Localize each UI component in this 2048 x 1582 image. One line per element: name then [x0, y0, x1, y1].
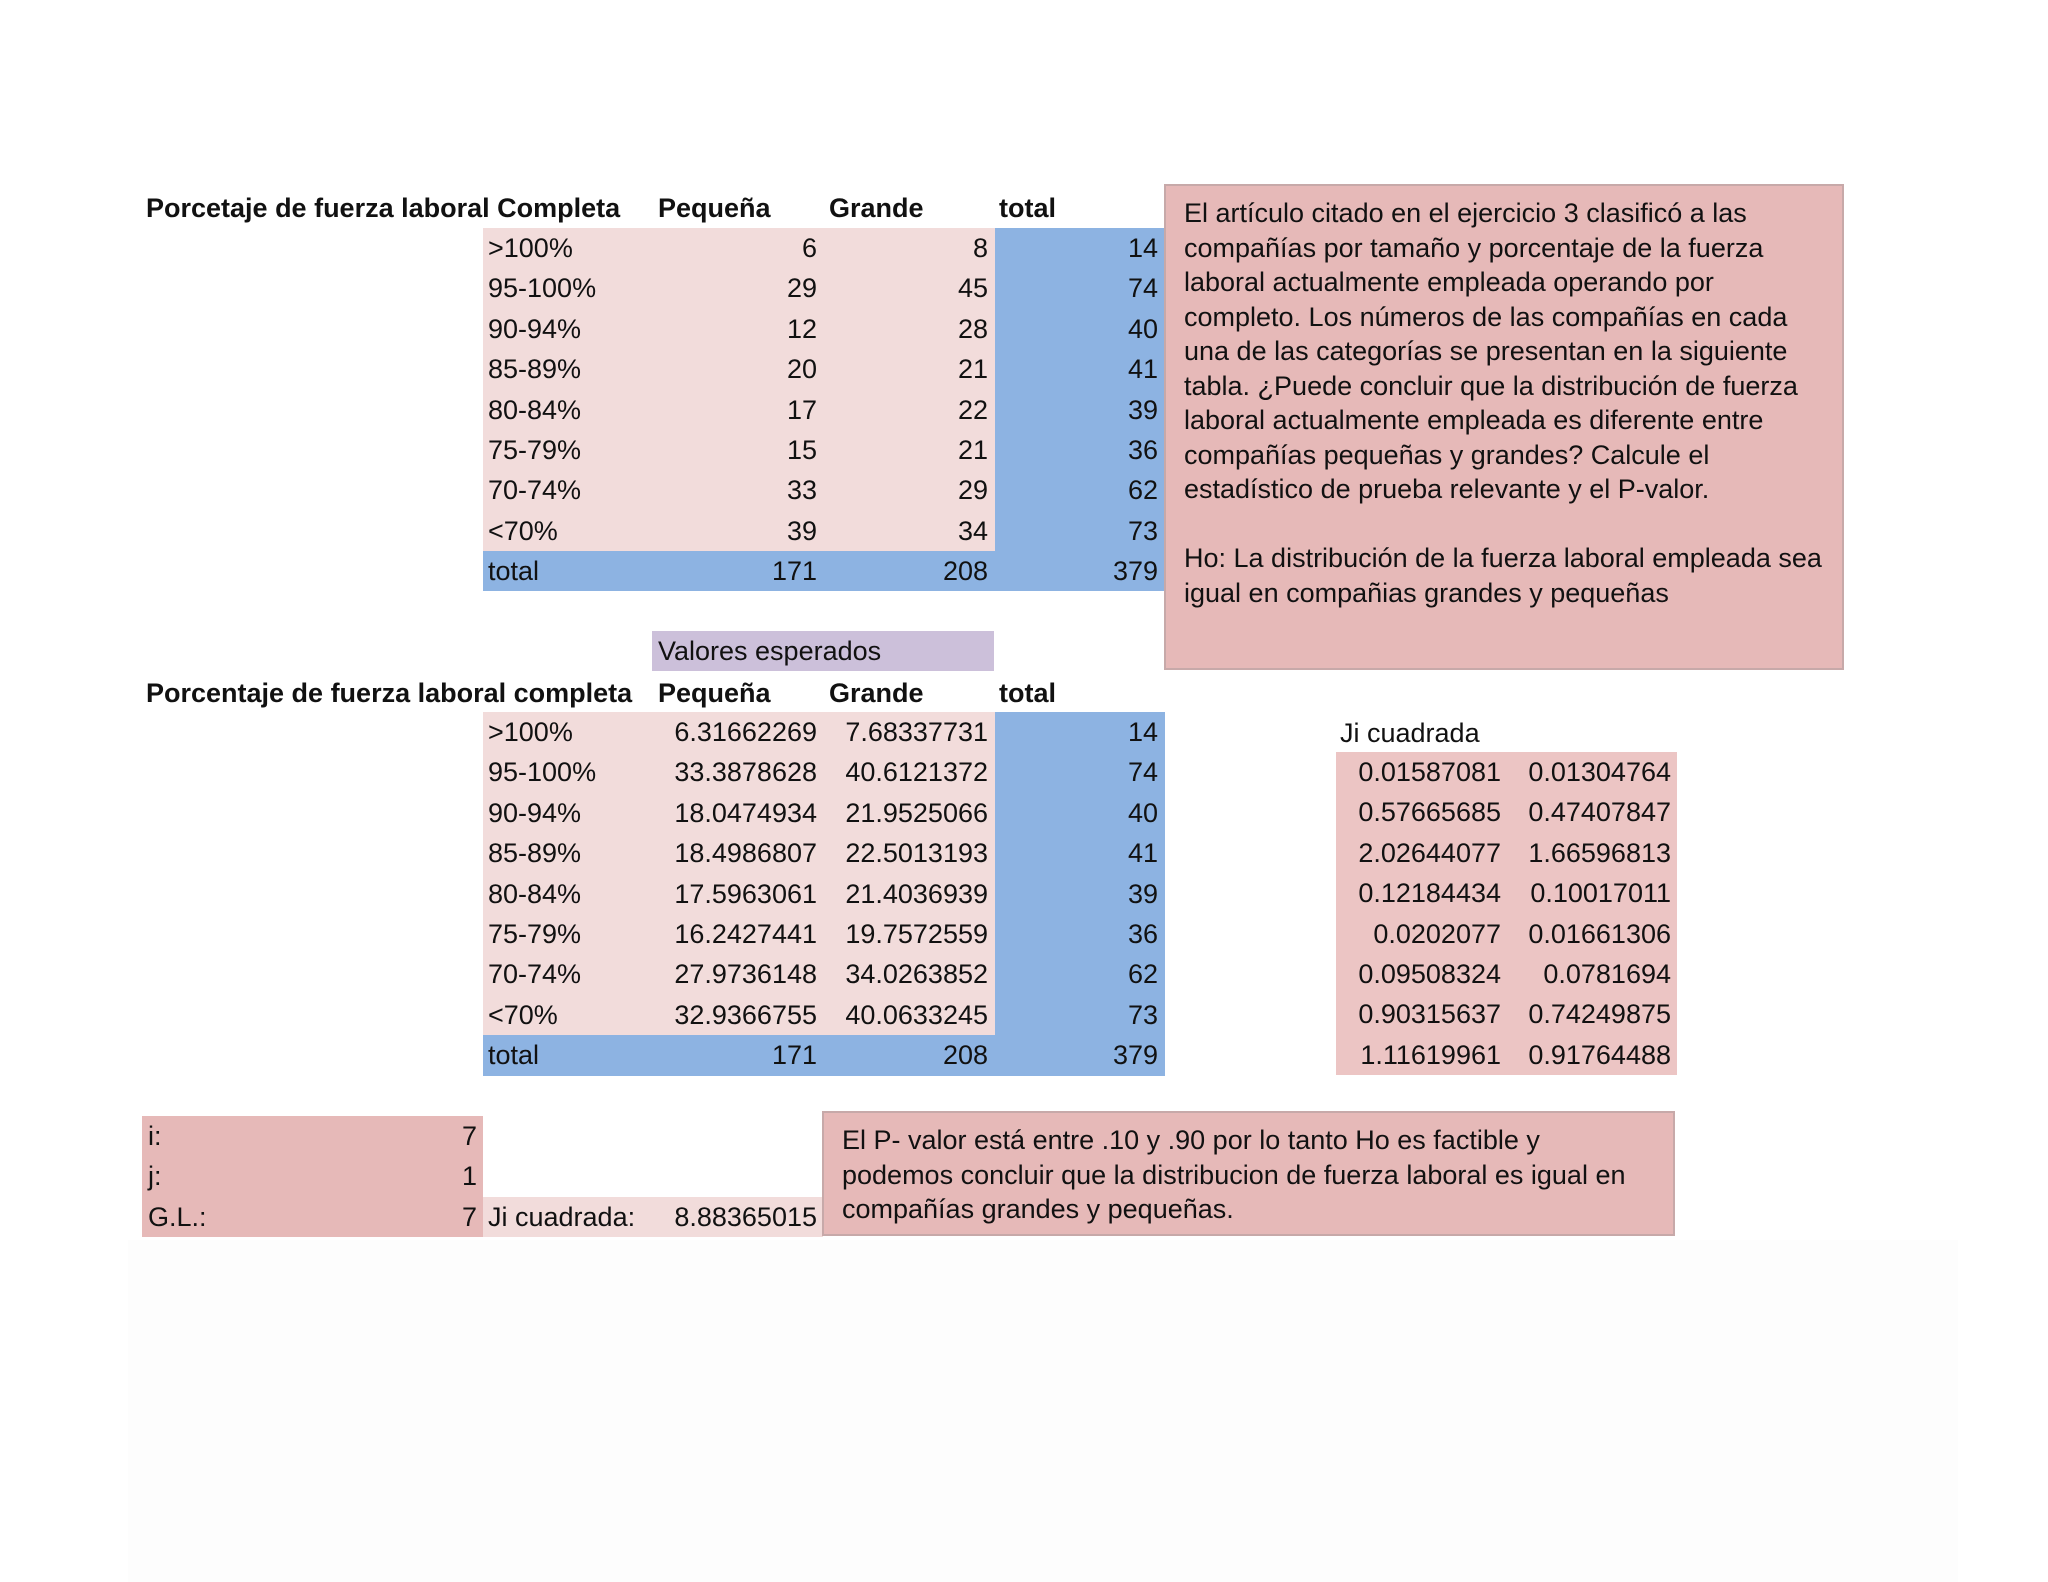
hypothesis-text: Ho: La distribución de la fuerza laboral empleada sea igual en compañias grandes y pequeñas	[1184, 543, 1822, 608]
problem-text: El artículo citado en el ejercicio 3 clasificó a las compañías por tamaño y porcentaje de la fuerza laboral actualmente empleada operando por completo. Los números de las compañías en cada una de las categorías se presentan en la siguiente tabla. ¿Puede concluir que la distribución de fuerza laboral actualmente empleada es diferente entre compañías pequeñas y grandes? Calcule el estadístico de prueba relevante y el P-valor.	[1184, 198, 1798, 504]
row-label: <70%	[488, 999, 558, 1030]
param-label: i:	[148, 1121, 162, 1151]
param-label: G.L.:	[148, 1201, 207, 1232]
small-company-value: 15	[786, 435, 817, 465]
table2-total-small: 171	[771, 1040, 817, 1070]
small-company-value: 33.3878628	[674, 757, 817, 788]
chi-square-small: 2.02644077	[1358, 837, 1501, 868]
row-label: 70-74%	[488, 475, 582, 506]
table1-title: Porcetaje de fuerza laboral Completa	[146, 193, 621, 223]
row-label: 70-74%	[488, 959, 582, 990]
chi-square-small: 0.09508324	[1358, 959, 1501, 989]
large-company-value: 21.9525066	[845, 797, 988, 828]
chi-square-large: 0.01304764	[1528, 757, 1671, 787]
row-total-value: 40	[1127, 313, 1158, 344]
chi-square-small: 0.57665685	[1358, 797, 1501, 828]
small-company-value: 20	[786, 354, 817, 385]
row-total-value: 74	[1127, 757, 1158, 788]
table2-total-label: total	[488, 1040, 540, 1070]
row-label: <70%	[488, 515, 558, 546]
large-company-value: 21.4036939	[845, 878, 988, 909]
row-total-value: 41	[1127, 354, 1158, 385]
expected-values-label: Valores esperados	[652, 631, 994, 671]
large-company-value: 28	[957, 313, 988, 344]
chi-square-small: 0.01587081	[1358, 757, 1501, 787]
large-company-value: 34.0263852	[845, 959, 988, 990]
small-company-value: 33	[786, 475, 817, 506]
large-company-value: 21	[957, 435, 988, 465]
table1-total-label: total	[488, 556, 540, 586]
small-company-value: 17.5963061	[674, 878, 817, 909]
chi-square-large: 0.10017011	[1530, 878, 1671, 909]
row-total-value: 36	[1127, 435, 1158, 465]
row-total-value: 14	[1127, 717, 1158, 747]
table1-total-large: 208	[942, 556, 988, 586]
table2-header-small: Pequeña	[658, 678, 771, 708]
row-total-value: 14	[1127, 233, 1158, 263]
table2-header-large: Grande	[829, 678, 924, 708]
row-total-value: 74	[1127, 273, 1158, 304]
row-total-value: 36	[1127, 919, 1158, 949]
large-company-value: 45	[957, 273, 988, 304]
chi-square-large: 0.91764488	[1528, 1039, 1671, 1070]
row-label: 80-84%	[488, 878, 582, 909]
small-company-value: 12	[786, 313, 817, 344]
row-label: 85-89%	[488, 838, 582, 869]
large-company-value: 34	[957, 515, 988, 546]
row-total-value: 39	[1127, 878, 1158, 909]
small-company-value: 16.2427441	[674, 919, 817, 949]
chi-square-large: 0.74249875	[1528, 999, 1671, 1030]
param-value: 7	[461, 1121, 477, 1151]
small-company-value: 39	[786, 515, 817, 546]
row-label: 95-100%	[488, 757, 597, 788]
row-total-value: 40	[1127, 797, 1158, 828]
table2-header-total: total	[999, 678, 1056, 708]
conclusion-text: El P- valor está entre .10 y .90 por lo tanto Ho es factible y podemos concluir que la distribucion de fuerza laboral es igual en compañías grandes y pequeñas.	[842, 1125, 1626, 1224]
param-value: 1	[461, 1161, 477, 1192]
chi-square-large: 0.0781694	[1543, 959, 1671, 989]
large-company-value: 29	[957, 475, 988, 506]
table1-header-large: Grande	[829, 193, 924, 223]
row-label: 75-79%	[488, 919, 582, 949]
chi-square-label: Ji cuadrada	[1340, 718, 1480, 748]
large-company-value: 40.0633245	[845, 999, 988, 1030]
row-label: 80-84%	[488, 394, 582, 425]
row-label: >100%	[488, 233, 573, 263]
row-label: 90-94%	[488, 797, 582, 828]
large-company-value: 22	[957, 394, 988, 425]
table1-total-total: 379	[1112, 556, 1158, 586]
param-label: j:	[148, 1161, 162, 1192]
row-total-value: 62	[1127, 475, 1158, 506]
table1-header-small: Pequeña	[658, 193, 771, 223]
conclusion-note	[822, 1111, 1675, 1236]
chi-square-small: 0.12184434	[1358, 878, 1501, 909]
small-company-value: 29	[786, 273, 817, 304]
chi-total-label: Ji cuadrada:	[488, 1202, 636, 1232]
table2-title: Porcentaje de fuerza laboral completa	[146, 678, 633, 708]
large-company-value: 40.6121372	[845, 757, 988, 788]
table2-total-large: 208	[942, 1040, 988, 1070]
row-label: 85-89%	[488, 354, 582, 385]
chi-square-large: 1.66596813	[1528, 837, 1671, 868]
row-label: 95-100%	[488, 273, 597, 304]
small-company-value: 32.9366755	[674, 999, 817, 1030]
chi-square-small: 0.0202077	[1373, 918, 1501, 949]
small-company-value: 27.9736148	[674, 959, 817, 990]
row-total-value: 41	[1127, 838, 1158, 869]
row-label: 75-79%	[488, 435, 582, 465]
param-value: 7	[461, 1201, 477, 1232]
chi-total-value: 8.88365015	[674, 1202, 817, 1232]
small-company-value: 18.0474934	[674, 797, 817, 828]
row-label: 90-94%	[488, 313, 582, 344]
row-total-value: 62	[1127, 959, 1158, 990]
sheet-background	[128, 1240, 1958, 1582]
small-company-value: 6.31662269	[674, 717, 817, 747]
large-company-value: 22.5013193	[845, 838, 988, 869]
chi-square-small: 1.11619961	[1360, 1039, 1501, 1070]
row-label: >100%	[488, 717, 573, 747]
chi-square-large: 0.47407847	[1528, 797, 1671, 828]
small-company-value: 6	[801, 233, 817, 263]
problem-note	[1164, 184, 1844, 670]
row-total-value: 73	[1127, 999, 1158, 1030]
large-company-value: 8	[972, 233, 988, 263]
row-total-value: 39	[1127, 394, 1158, 425]
row-total-value: 73	[1127, 515, 1158, 546]
chi-square-small: 0.90315637	[1358, 999, 1501, 1030]
table2-total-total: 379	[1112, 1040, 1158, 1070]
large-company-value: 21	[957, 354, 988, 385]
small-company-value: 17	[786, 394, 817, 425]
small-company-value: 18.4986807	[674, 838, 817, 869]
table1-total-small: 171	[771, 556, 817, 586]
large-company-value: 7.68337731	[845, 717, 988, 747]
table1-header-total: total	[999, 193, 1056, 223]
chi-square-large: 0.01661306	[1528, 918, 1671, 949]
large-company-value: 19.7572559	[845, 919, 988, 949]
